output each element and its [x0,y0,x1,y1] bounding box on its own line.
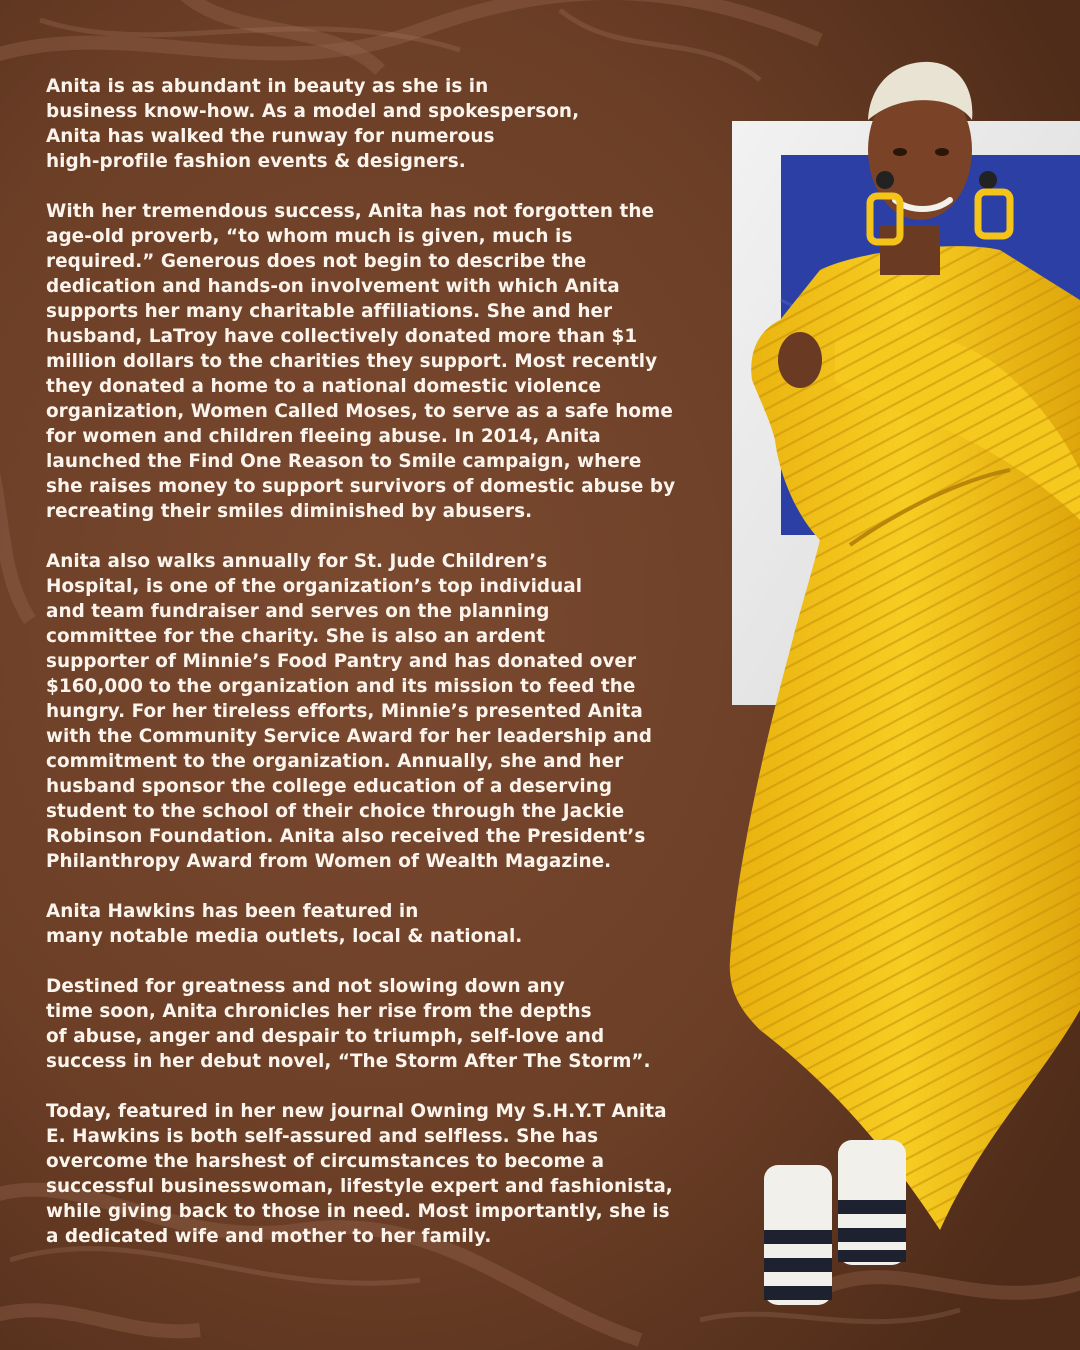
bio-paragraph-philanthropy: With her tremendous success, Anita has not forgotten the age-old proverb, “to whom much is given, much is required.” Generous does not begin to describe the dedication and hands-on involvement with which Anita supports her many charitable affiliations. She and her husband, LaTroy have collectively donated more than $1 million dollars to the charities they support. Most recently they donated a home to a national domestic violence organization, Women Called Moses, to serve as a safe home for women and children fleeing abuse. In 2014, Anita launched the Find One Reason to Smile campaign, where she raises money to support survivors of domestic abuse by recreating their smiles diminished by abusers. [46,201,676,522]
platform-heels [764,1140,906,1305]
bio-text [46,74,711,1249]
bio-paragraph-novel: Destined for greatness and not slowing down any time soon, Anita chronicles her rise from the depths of abuse, anger and despair to triumph, self-love and success in her debut novel, “The Storm After The Storm”. [46,976,651,1072]
bio-paragraph-journal: Today, featured in her new journal Owning My S.H.Y.T Anita E. Hawkins is both self-assured and selfless. She has overcome the harshest of circumstances to become a successful businesswoman, lifestyle expert and fashionista, while giving back to those in need. Most importantly, she is a dedicated wife and mother to her family. [46,1101,673,1247]
hand [778,332,822,388]
bio-paragraph-media: Anita Hawkins has been featured in many notable media outlets, local & national. [46,901,523,947]
yellow-dress [730,246,1080,1230]
bio-paragraph-intro: Anita is as abundant in beauty as she is in business know-how. As a model and spokesperson, Anita has walked the runway for numerous high-profile fashion events & designers. [46,76,580,172]
bio-paragraph-charities: Anita also walks annually for St. Jude Children’s Hospital, is one of the organization’s top individual and team fundraiser and serves on the planning committee for the charity. She is also an ardent supporter of Minnie’s Food Pantry and has donated over $160,000 to the organization and its mission to feed the hungry. For her tireless efforts, Minnie’s presented Anita with the Community Service Award for her leadership and commitment to the organization. Annually, she and her husband sponsor the college education of a deserving student to the school of their choice through the Jackie Robinson Foundation. Anita also received the President’s Philanthropy Award from Women of Wealth Magazine. [46,551,652,872]
